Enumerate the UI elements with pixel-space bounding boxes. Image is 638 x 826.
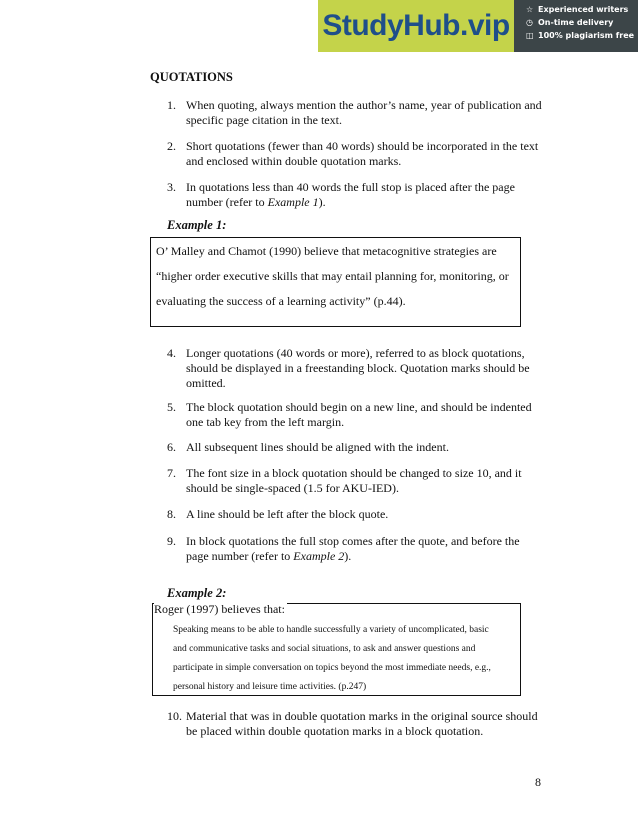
list-item [167, 400, 542, 430]
section-heading: QUOTATIONS [150, 70, 233, 84]
item-text: In quotations less than 40 words the full stop is placed after the page number (refer to Example 1). [186, 180, 515, 209]
list-item [167, 180, 542, 210]
quote-line: personal history and leisure time activities. (p.247) [173, 682, 367, 692]
item-number: 4. [167, 346, 176, 360]
feature-text: Experienced writers [538, 5, 629, 14]
quote-line: O’ Malley and Chamot (1990) believe that metacognitive strategies are [156, 244, 497, 258]
example-reference: Example 2 [293, 549, 345, 563]
item-text: Material that was in double quotation marks in the original source should be placed within double quotation marks in a block quotation. [186, 709, 538, 738]
item-number: 5. [167, 400, 176, 414]
example-2-label: Example 2: [167, 586, 227, 600]
item-text: The font size in a block quotation should be changed to size 10, and it should be single-spaced (1.5 for AKU-IED). [186, 466, 522, 495]
studyhub-banner[interactable] [318, 0, 638, 52]
list-item [167, 440, 542, 455]
example-1-label: Example 1: [167, 218, 227, 232]
item-number: 10. [167, 709, 182, 723]
quote-line: “higher order executive skills that may entail planning for, monitoring, or [156, 269, 509, 283]
feature-text: 100% plagiarism free [538, 31, 635, 40]
item-text: The block quotation should begin on a new line, and should be indented one tab key from the left margin. [186, 400, 532, 429]
item-text: Short quotations (fewer than 40 words) should be incorporated in the text and enclosed within double quotation marks. [186, 139, 539, 168]
item-number: 7. [167, 466, 176, 480]
quote-line: evaluating the success of a learning activity” (p.44). [156, 294, 406, 308]
list-item [167, 466, 542, 496]
feature-list [514, 0, 638, 52]
feature-text: On-time delivery [538, 18, 614, 27]
list-item [167, 507, 542, 522]
list-item [167, 346, 542, 391]
example-1-box [150, 237, 521, 327]
feature-item [526, 29, 638, 42]
example-2-lead: Roger (1997) believes that: [154, 602, 285, 616]
item-number: 9. [167, 534, 176, 548]
star-icon: ☆ [526, 5, 534, 14]
list-item [167, 98, 542, 128]
list-item [167, 534, 542, 564]
list-item [167, 139, 542, 169]
item-number: 1. [167, 98, 176, 112]
brand-logo[interactable]: StudyHub.vip [318, 0, 514, 52]
item-text: When quoting, always mention the author’s name, year of publication and specific page citation in the text. [186, 98, 542, 127]
item-number: 2. [167, 139, 176, 153]
example-reference: Example 1 [267, 195, 319, 209]
quote-line: and communicative tasks and social situations, to ask and answer questions and [173, 644, 476, 654]
item-number: 8. [167, 507, 176, 521]
feature-item [526, 16, 638, 29]
item-text: All subsequent lines should be aligned with the indent. [186, 440, 449, 454]
shield-icon: ◫ [526, 31, 534, 40]
clock-icon: ◷ [526, 18, 533, 27]
item-number: 3. [167, 180, 176, 194]
item-text: In block quotations the full stop comes after the quote, and before the page number (refer to Example 2). [186, 534, 520, 563]
quote-line: Speaking means to be able to handle successfully a variety of uncomplicated, basic [173, 625, 489, 635]
page-number: 8 [535, 775, 541, 789]
quote-line: participate in simple conversation on topics beyond the most immediate needs, e.g., [173, 663, 491, 673]
list-item [167, 709, 547, 739]
item-number: 6. [167, 440, 176, 454]
item-text: Longer quotations (40 words or more), referred to as block quotations, should be displayed in a freestanding block. Quotation marks should be omitted. [186, 346, 530, 390]
item-text: A line should be left after the block quote. [186, 507, 389, 521]
feature-item [526, 3, 638, 16]
